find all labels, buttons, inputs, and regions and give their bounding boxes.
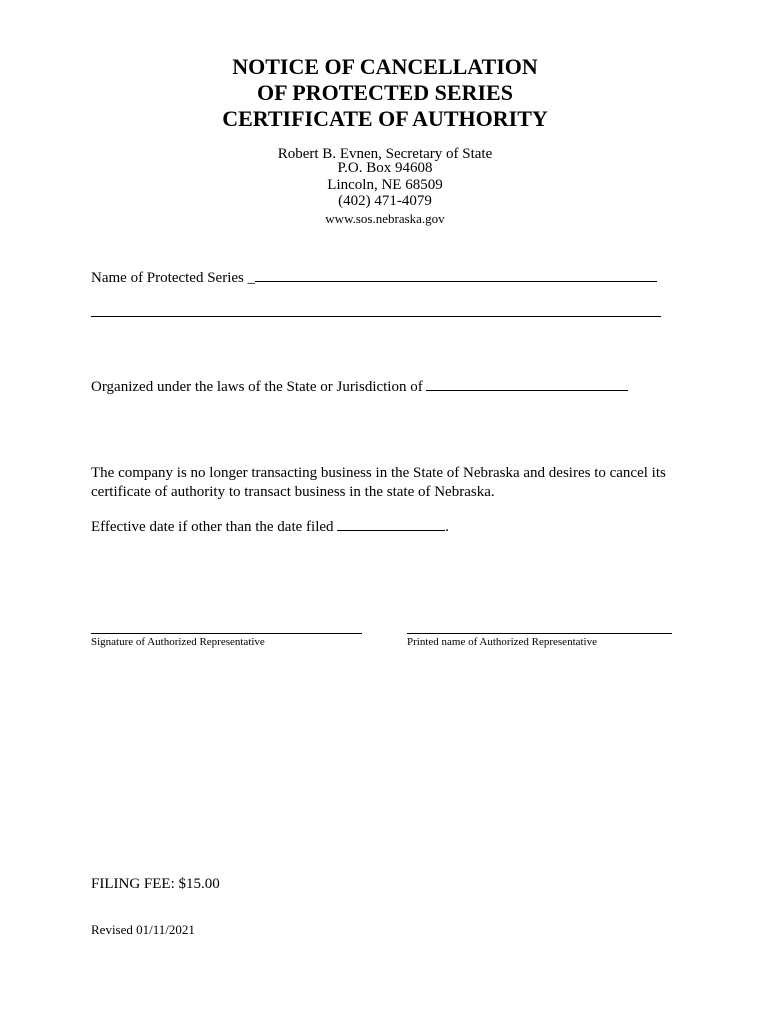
revised-date: Revised 01/11/2021 [91,922,195,937]
title-line-1: NOTICE OF CANCELLATION [232,54,538,79]
signature-line[interactable] [91,633,362,634]
jurisdiction-input[interactable] [426,377,628,391]
jurisdiction-label: Organized under the laws of the State or Jurisdiction of [91,379,423,395]
printed-name-line[interactable] [407,633,672,634]
cancellation-statement: The company is no longer transacting business in the State of Nebraska and desires to cancel its certificate of authority to transact business in the state of Nebraska. [91,465,666,500]
city-state-zip: Lincoln, NE 68509 [327,177,443,193]
po-box: P.O. Box 94608 [337,160,433,176]
contact-block [0,146,770,227]
effective-date-label: Effective date if other than the date filed [91,519,334,535]
protected-series-label: Name of Protected Series _ [91,270,256,286]
filing-fee: FILING FEE: $15.00 [91,876,220,892]
title-line-2: OF PROTECTED SERIES [257,80,513,105]
effective-date-input[interactable] [337,517,445,531]
secretary-name: Robert B. Evnen, Secretary of State [277,146,493,162]
protected-series-field [91,268,657,287]
protected-series-continuation-line[interactable] [91,316,661,317]
jurisdiction-field [91,377,628,396]
effective-date-field [91,517,449,536]
phone-number: (402) 471-4079 [338,193,432,209]
effective-date-period: . [445,519,450,535]
signature-label: Signature of Authorized Representative [91,636,265,648]
website-link[interactable]: www.sos.nebraska.gov [325,211,445,226]
title-line-3: CERTIFICATE OF AUTHORITY [222,106,548,131]
document-title [0,54,770,132]
protected-series-input[interactable] [255,268,657,282]
printed-name-label: Printed name of Authorized Representative [407,636,597,648]
